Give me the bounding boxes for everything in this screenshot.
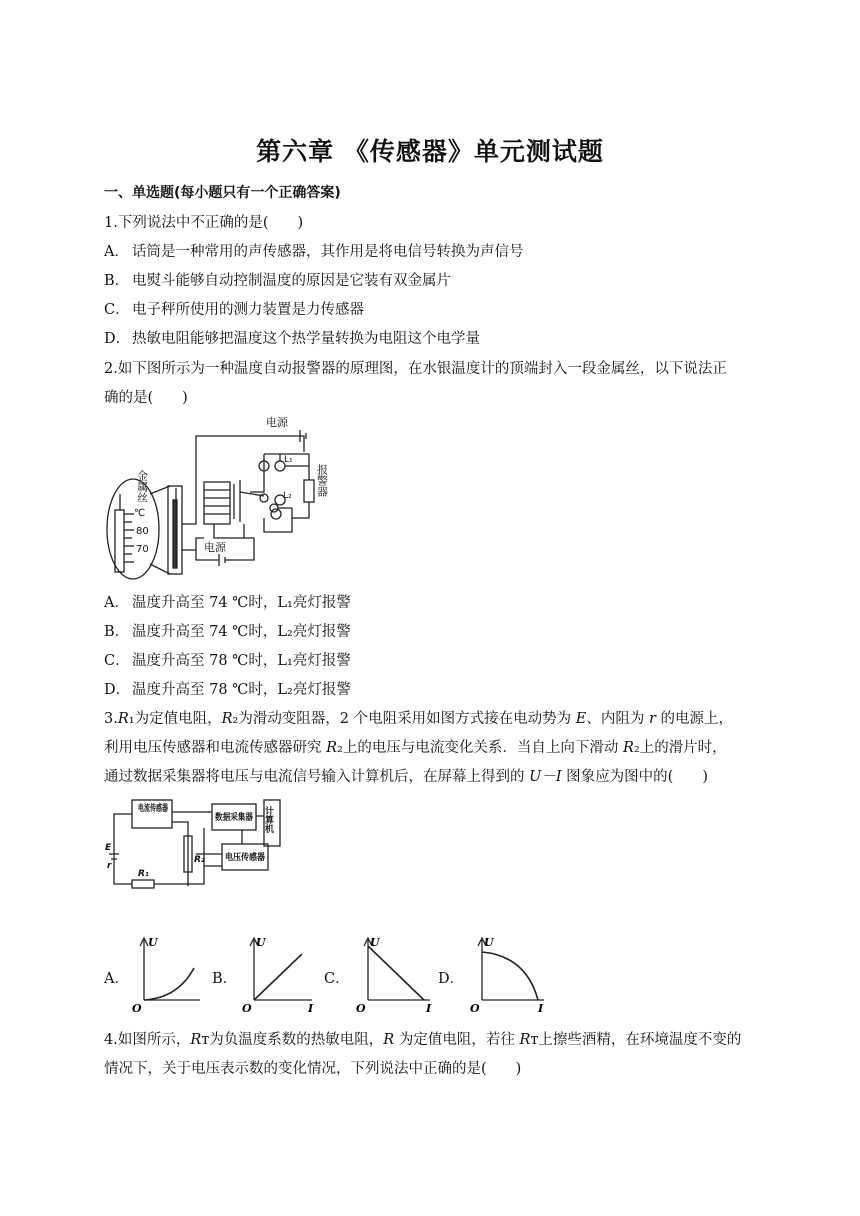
q3-graph-b-o-label: O [242, 1002, 252, 1014]
q2-label-tick-80: 80 [136, 526, 149, 537]
q3-label-r: r [107, 861, 112, 871]
q3-graph-a [130, 932, 204, 1014]
q3-graph-b-i-label: I [308, 1002, 314, 1014]
q2-label-tick-70: 70 [136, 544, 149, 555]
q3-graph-option-a-label: A． [104, 971, 129, 987]
page-title: 第六章 《传感器》单元测试题 [256, 137, 604, 166]
q3-graph-c-o-label: O [356, 1002, 366, 1014]
q3-label-r2: R₂ [194, 855, 205, 865]
q2-option-b: B． 温度升高至 74 ℃时，L₂亮灯报警 [104, 624, 351, 640]
q3-stem-line2: 利用电压传感器和电流传感器研究 R₂上的电压与电流变化关系．当自上向下滑动 R₂上的滑片时， [104, 740, 727, 756]
q3-label-data-collector: 数据采集器 [215, 813, 261, 823]
q3-graph-option-c-label: C． [324, 971, 350, 987]
q3-label-r1: R₁ [138, 869, 149, 879]
q2-label-power-top: 电源 [266, 416, 288, 429]
q2-stem-line2: 确的是( ) [104, 390, 188, 406]
q4-stem-line2: 情况下，关于电压表示数的变化情况，下列说法中正确的是( ) [104, 1061, 522, 1077]
q3-graph-b [236, 932, 320, 1014]
q3-graph-c-u-label: U [370, 936, 380, 949]
q1-option-a: A． 话筒是一种常用的声传感器，其作用是将电信号转换为声信号 [104, 244, 524, 260]
q2-stem-line1: 2.如下图所示为一种温度自动报警器的原理图，在水银温度计的顶端封入一段金属丝，以下说法正 [104, 361, 727, 377]
q3-label-computer: 计算机 [263, 806, 273, 833]
q2-option-a: A． 温度升高至 74 ℃时，L₁亮灯报警 [104, 595, 351, 611]
q2-option-c: C． 温度升高至 78 ℃时，L₁亮灯报警 [104, 653, 351, 669]
q1-option-c: C． 电子秤所使用的测力装置是力传感器 [104, 302, 364, 318]
q2-label-l2: L₂ [283, 491, 292, 501]
q3-graph-c-i-label: I [426, 1002, 432, 1014]
q3-graph-b-u-label: U [256, 936, 266, 949]
q3-stem-line3: 通过数据采集器将电压与电流信号输入计算机后，在屏幕上得到的 U－I 图象应为图中的( ) [104, 769, 708, 785]
q3-stem-line1: 3.R₁为定值电阻，R₂为滑动变阻器，2 个电阻采用如图方式接在电动势为 E、内阻为 r 的电源上， [104, 711, 734, 727]
q2-alarm-circuit-figure [104, 414, 334, 586]
q2-label-power-bottom: 电源 [204, 541, 226, 554]
q3-label-voltage-sensor: 电压传感器 [225, 853, 271, 863]
q3-sensor-circuit-figure [104, 796, 284, 892]
q3-graph-option-d-label: D． [438, 971, 465, 987]
q2-label-metal-wire: 金属丝 [135, 470, 149, 503]
q1-option-d: D． 热敏电阻能够把温度这个热学量转换为电阻这个电学量 [104, 331, 480, 347]
q3-graph-d [464, 932, 550, 1014]
q3-graph-c [350, 932, 436, 1014]
q2-label-unit: ℃ [134, 508, 146, 519]
q1-option-b: B． 电熨斗能够自动控制温度的原因是它装有双金属片 [104, 273, 451, 289]
q3-graph-option-b-label: B． [212, 971, 238, 987]
q3-graph-d-i-label: I [538, 1002, 544, 1014]
q3-graph-d-o-label: O [470, 1002, 480, 1014]
q2-label-l1: L₁ [284, 455, 293, 465]
q2-option-d: D． 温度升高至 78 ℃时，L₂亮灯报警 [104, 682, 351, 698]
section-heading: 一、单选题(每小题只有一个正确答案) [104, 185, 341, 201]
q2-label-alarm: 报警器 [315, 464, 329, 497]
q3-graph-d-u-label: U [484, 936, 494, 949]
q4-stem-line1: 4.如图所示，Rᴛ为负温度系数的热敏电阻，R 为定值电阻，若往 Rᴛ上擦些酒精，在环境温度不变的 [104, 1032, 742, 1048]
q3-label-current-sensor: 电流传感器 [138, 804, 184, 814]
q3-label-e: E [105, 843, 112, 853]
q3-graph-a-o-label: O [132, 1002, 142, 1014]
q1-stem: 1.下列说法中不正确的是( ) [104, 215, 304, 231]
q3-graph-a-u-label: U [148, 936, 158, 949]
